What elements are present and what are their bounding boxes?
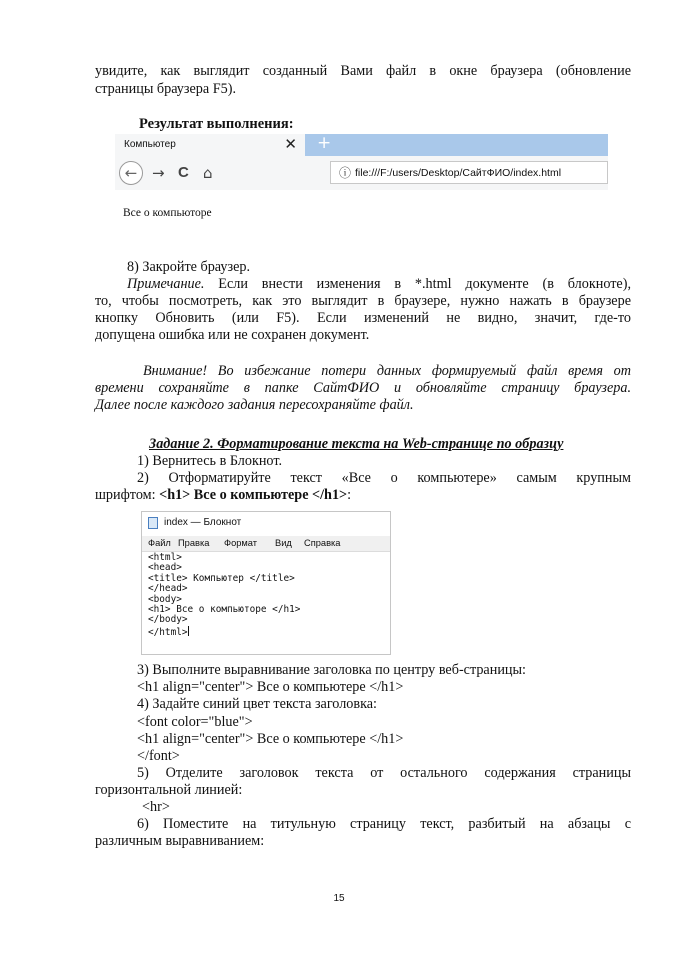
- note-line-3: кнопку Обновить (или F5). Если изменений не видно, значит, где-то: [95, 310, 631, 326]
- step-5-line-1: 5) Отделите заголовок текста от остального содержания страницы: [137, 765, 631, 781]
- note-text-1: Если внести изменения в *.html документе (в блокноте),: [204, 276, 631, 292]
- browser-tab[interactable]: [115, 134, 305, 156]
- step-4-code-3: </font>: [137, 748, 180, 764]
- task-2-step-2-line-1: 2) Отформатируйте текст «Все о компьютере» самым крупным: [137, 470, 631, 486]
- new-tab-icon[interactable]: +: [317, 133, 332, 153]
- task-2-step-2-prefix: шрифтом:: [95, 487, 160, 503]
- warning-line-2: времени сохраняйте в папке СайтФИО и обновляйте страницу браузера.: [95, 380, 631, 396]
- address-bar[interactable]: [330, 161, 608, 184]
- task-2-step-2-line-2: [95, 487, 351, 504]
- step-4-code-2: <h1 align="center"> Все о компьютере </h1>: [137, 731, 404, 747]
- task-2-step-2-suffix: :: [347, 487, 352, 503]
- home-icon[interactable]: ⌂: [203, 164, 213, 182]
- address-bar-url: file:///F:/users/Desktop/СайтФИО/index.html: [355, 167, 562, 179]
- menu-item-edit[interactable]: Правка: [178, 538, 210, 548]
- browser-tab-title: Компьютер: [124, 139, 176, 150]
- step-5-line-2: горизонтальной линией:: [95, 782, 243, 798]
- warning-line-3: Далее после каждого задания пересохраняйте файл.: [95, 397, 414, 413]
- menu-item-format[interactable]: Формат: [224, 538, 258, 548]
- step-3: 3) Выполните выравнивание заголовка по центру веб-страницы:: [137, 662, 526, 678]
- page-number: 15: [333, 893, 345, 904]
- step-4-code-1: <font color="blue">: [137, 714, 253, 730]
- notepad-title-bar: [142, 512, 390, 535]
- step-6-line-2: различным выравниванием:: [95, 833, 265, 849]
- step-5-code: <hr>: [142, 799, 170, 815]
- notepad-text-area[interactable]: [148, 553, 300, 638]
- task-2-title: Задание 2. Форматирование текста на Web-странице по образцу: [149, 436, 564, 452]
- notepad-icon: [148, 517, 158, 529]
- task-2-step-2-code: <h1> Все о компьютере </h1>: [159, 487, 348, 503]
- info-icon[interactable]: ⓘ: [339, 166, 352, 180]
- note-line-4: допущена ошибка или не сохранен документ.: [95, 327, 370, 343]
- task-2-step-1: 1) Вернитесь в Блокнот.: [137, 453, 283, 469]
- browser-screenshot: [115, 134, 608, 226]
- menu-item-file[interactable]: Файл: [148, 538, 171, 548]
- note-line-1: [127, 276, 631, 293]
- result-heading: Результат выполнения:: [139, 116, 294, 132]
- notepad-menu-bar: [142, 536, 390, 552]
- menu-item-help[interactable]: Справка: [304, 538, 341, 548]
- step-6-line-1: 6) Поместите на титульную страницу текст, разбитый на абзацы с: [137, 816, 631, 832]
- reload-icon[interactable]: C: [178, 164, 189, 181]
- browser-page-text: Все о компьюторе: [123, 207, 212, 219]
- notepad-code: <html> <head> <title> Компьютер </title> </head> <body> <h1> Все о компьюторе </h1> </body> </html>: [148, 552, 301, 638]
- back-arrow-icon[interactable]: ←: [119, 161, 143, 185]
- forward-arrow-icon[interactable]: →: [152, 164, 165, 182]
- step-3-code: <h1 align="center"> Все о компьютере </h1>: [137, 679, 404, 695]
- browser-toolbar: [115, 156, 608, 190]
- close-icon[interactable]: ✕: [284, 136, 297, 153]
- notepad-screenshot: [141, 511, 391, 655]
- warning-line-1: Внимание! Во избежание потери данных формируемый файл время от: [143, 363, 631, 379]
- notepad-title: index — Блокнот: [164, 517, 242, 528]
- intro-line-2: страницы браузера F5).: [95, 81, 236, 97]
- step-4: 4) Задайте синий цвет текста заголовка:: [137, 696, 378, 712]
- note-label: Примечание.: [127, 276, 205, 292]
- text-caret: [188, 626, 189, 636]
- note-line-2: то, чтобы посмотреть, как это выглядит в браузере, нужно нажать в браузере: [95, 293, 631, 309]
- menu-item-view[interactable]: Вид: [275, 538, 292, 548]
- intro-line-1: увидите, как выглядит созданный Вами файл в окне браузера (обновление: [95, 63, 631, 79]
- step-8: 8) Закройте браузер.: [127, 259, 251, 275]
